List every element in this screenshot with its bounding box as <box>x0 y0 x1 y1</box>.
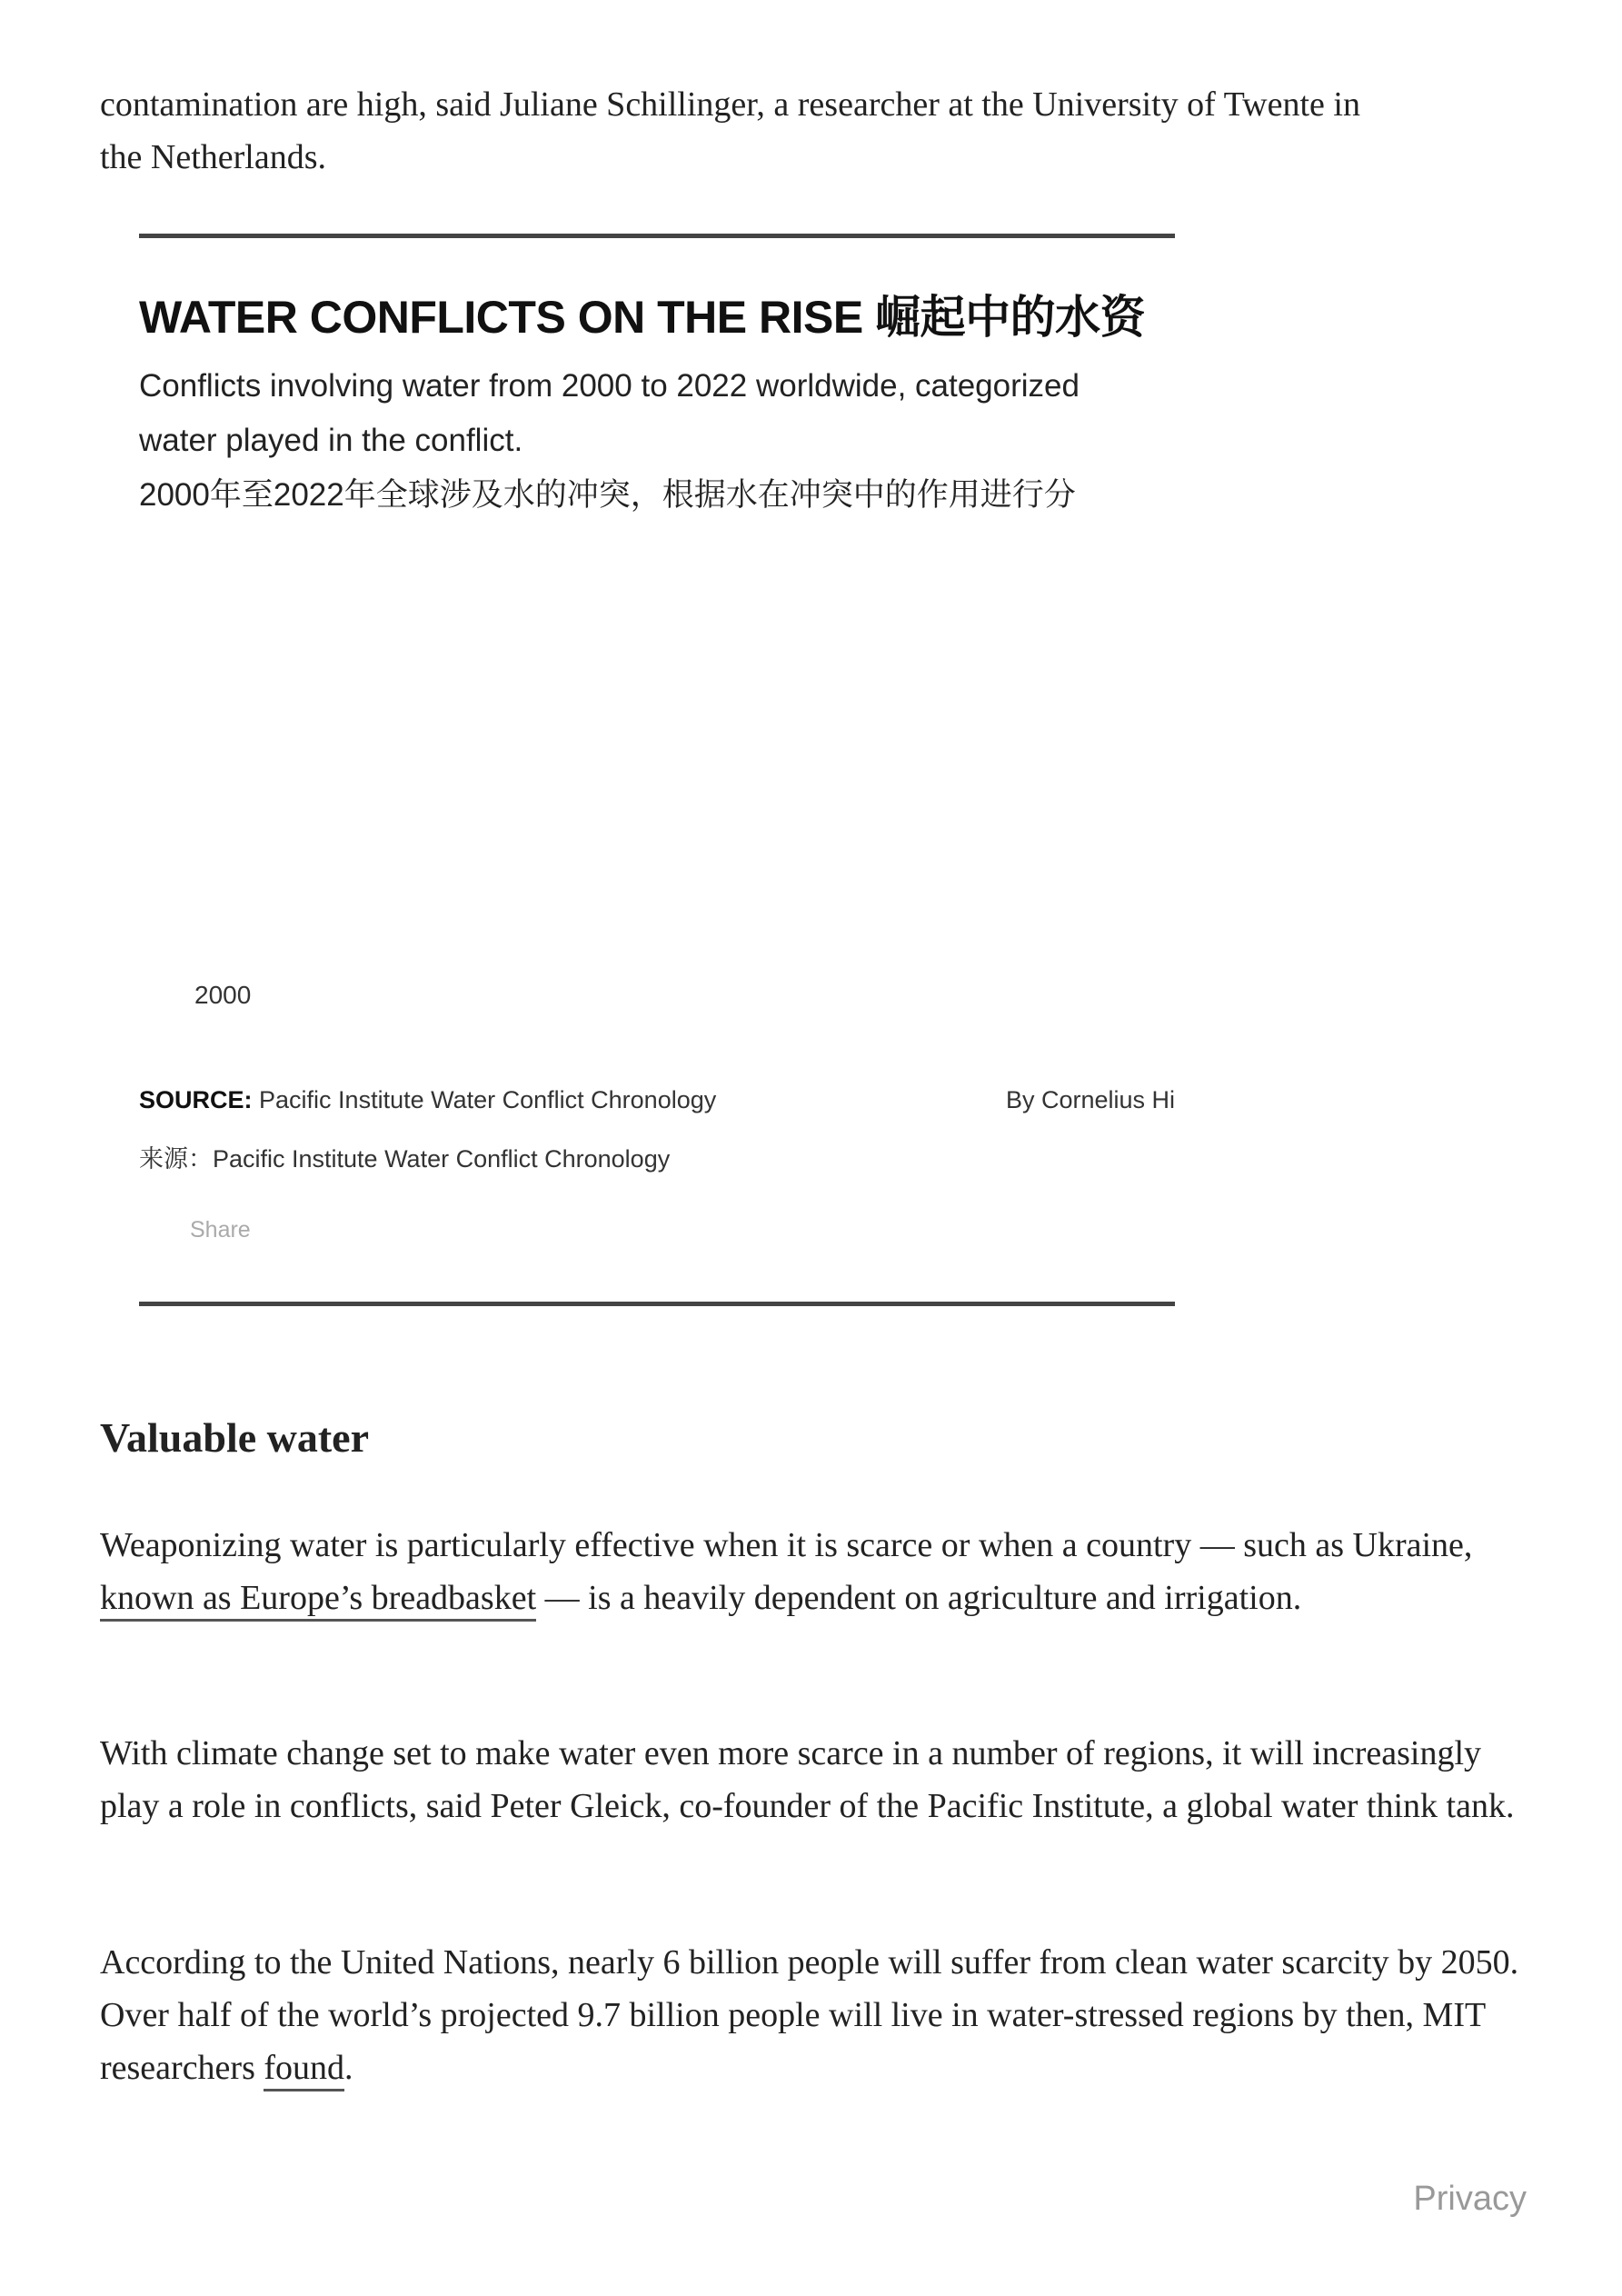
graphic-subtitle-en-1: Conflicts involving water from 2000 to 2022 worldwide, categorized <box>139 368 1080 404</box>
graphic-subtitle-en-2: water played in the conflict. <box>139 423 523 458</box>
privacy-link[interactable]: Privacy <box>1413 2180 1527 2218</box>
intro-line-1: contamination are high, said Juliane Schillinger, a researcher at the University of Twente in <box>100 85 1360 124</box>
section-heading: Valuable water <box>100 1414 370 1461</box>
graphic-subtitle <box>139 359 1175 523</box>
paragraph-3-text-b: . <box>344 2049 353 2087</box>
europe-breadbasket-link[interactable]: known as Europe’s breadbasket <box>100 1579 536 1622</box>
intro-paragraph <box>100 78 1536 184</box>
paragraph-1-text-b: — is a heavily dependent on agriculture and irrigation. <box>536 1579 1302 1617</box>
graphic-bottom-rule <box>139 1302 1175 1306</box>
intro-line-2: the Netherlands. <box>100 138 327 176</box>
graphic-source <box>139 1086 716 1114</box>
graphic-title: WATER CONFLICTS ON THE RISE 崛起中的水资 <box>139 292 1146 343</box>
water-conflicts-graphic <box>139 234 1175 1306</box>
mit-research-found-link[interactable]: found <box>264 2049 344 2091</box>
graphic-top-rule <box>139 234 1175 238</box>
share-button[interactable]: Share <box>190 1217 251 1243</box>
source-text: Pacific Institute Water Conflict Chronology <box>259 1086 717 1113</box>
paragraph-3 <box>100 1936 1536 2094</box>
source-label: SOURCE: <box>139 1086 253 1113</box>
timeline-start-year: 2000 <box>194 981 252 1009</box>
paragraph-2: With climate change set to make water even more scarce in a number of regions, it will increasingly play a role in conflicts, said Peter Gleick, co-founder of the Pacific Institute, a global water think tank. <box>100 1734 1515 1825</box>
paragraph-1 <box>100 1519 1536 1624</box>
graphic-source-cn: 来源：Pacific Institute Water Conflict Chronology <box>139 1145 671 1173</box>
paragraph-1-text-a: Weaponizing water is particularly effective when it is scarce or when a country — such as Ukraine, <box>100 1526 1473 1564</box>
paragraph-3-text-a: According to the United Nations, nearly 6 billion people will suffer from clean water scarcity by 2050. Over half of the world’s projected 9.7 billion people will live in water-stressed regions by then, MIT researchers <box>100 1943 1519 2087</box>
graphic-subtitle-cn: 2000年至2022年全球涉及水的冲突，根据水在冲突中的作用进行分 <box>139 477 1076 513</box>
graphic-byline: By Cornelius Hi <box>1005 1086 1175 1113</box>
